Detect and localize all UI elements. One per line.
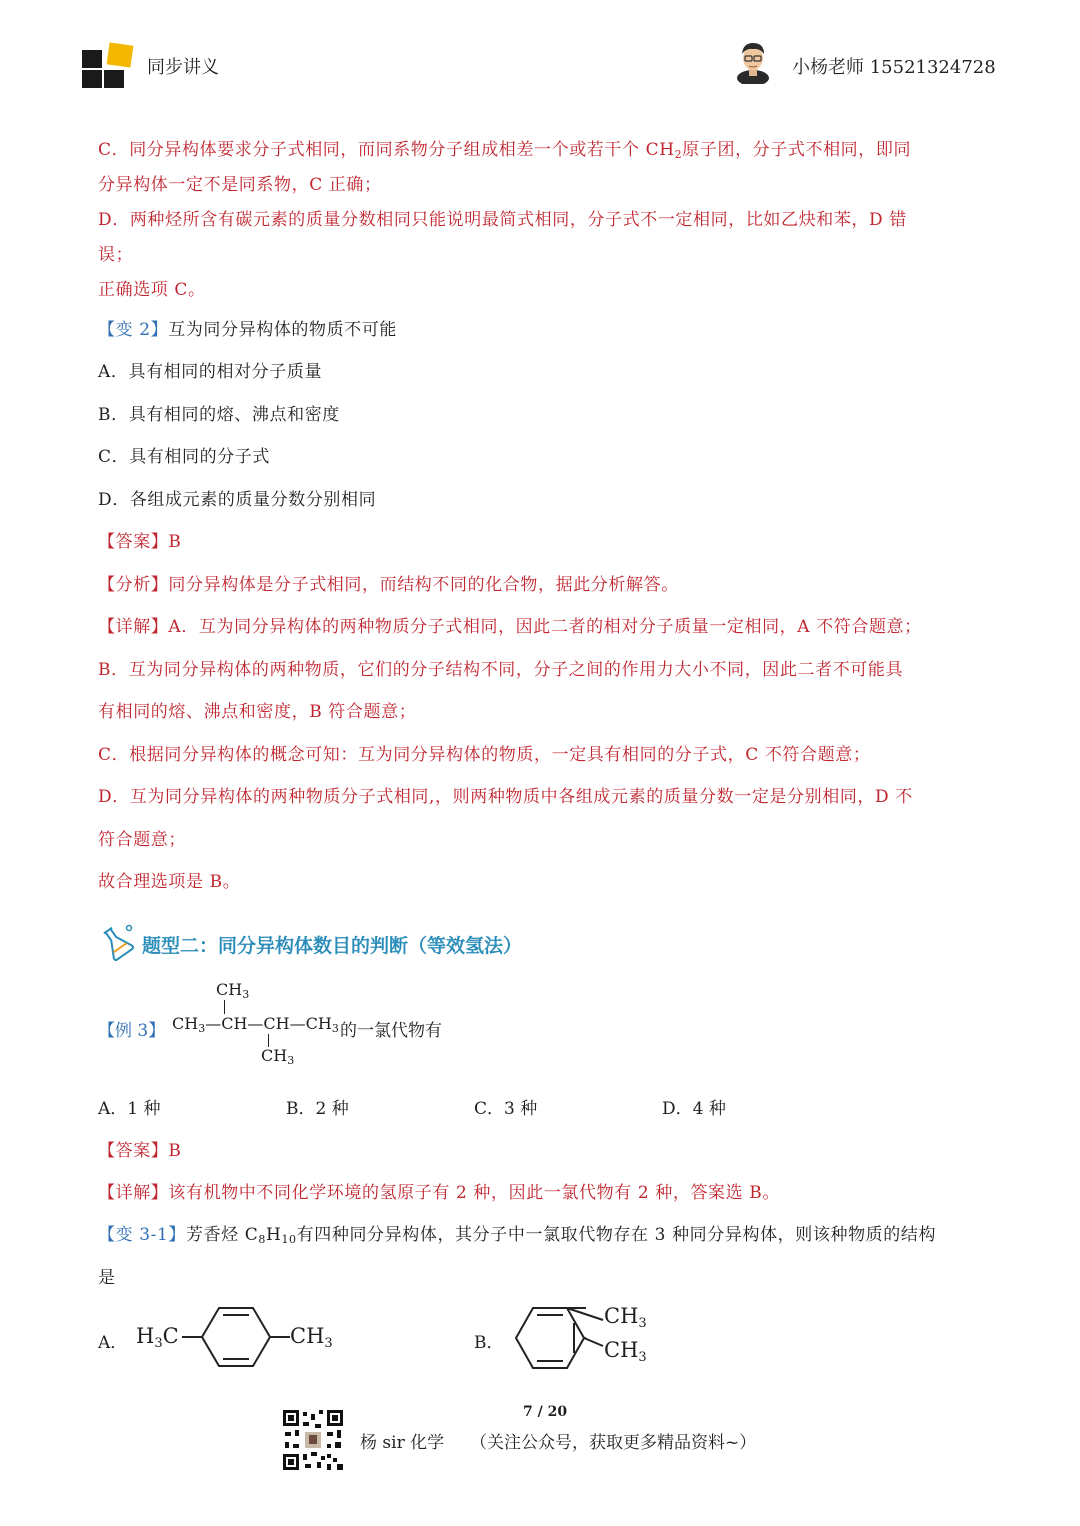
header-title: 同步讲义 — [147, 57, 219, 78]
ch2-subscript: 2 — [674, 148, 683, 161]
variant-2-tag: 【变 2】 — [98, 320, 169, 340]
ch3-a-sub: 3 — [324, 1336, 333, 1351]
variant-3-1-option-a: A． — [98, 1333, 128, 1353]
ch3-a-ch: CH — [290, 1324, 325, 1348]
o-xylene-structure — [508, 1298, 668, 1378]
detail-a — [98, 612, 922, 637]
example-3-option-a: A．1 种 — [98, 1099, 161, 1119]
variant-2-text: 互为同分异构体的物质不可能 — [168, 320, 398, 340]
h3c-c: C — [162, 1324, 179, 1348]
detail-b-2: 有相同的熔、沸点和密度，B 符合题意； — [98, 702, 417, 722]
chain-c2: CH — [221, 1014, 248, 1033]
benzene-ring-a — [182, 1302, 292, 1372]
h3c-sub: 3 — [154, 1336, 163, 1351]
example-3-option-c: C．3 种 — [474, 1099, 538, 1119]
chain-c1: CH — [172, 1014, 199, 1033]
ch3-b1-sub: 3 — [638, 1316, 647, 1331]
flask-icon — [96, 922, 136, 962]
detail-conclusion: 故合理选项是 B。 — [98, 872, 241, 892]
header-author: 小杨老师 15521324728 — [792, 57, 996, 78]
example-3-detail — [98, 1178, 780, 1203]
p-xylene-structure — [136, 1302, 356, 1372]
detail-d-1: D．互为同分异构体的两种物质分子式相同,，则两种物质中各组成元素的质量分数一定是分别相同，D 不 — [98, 787, 913, 807]
analysis-line — [98, 570, 679, 595]
ch3-label-b2 — [604, 1338, 647, 1365]
c8h10-c: 芳香烃 C — [185, 1225, 259, 1245]
variant-2-option-c: C．具有相同的分子式 — [98, 447, 271, 467]
top-methyl-ch: CH — [216, 980, 243, 999]
line-3: D．两种烃所含有碳元素的质量分数相同只能说明最简式相同，分子式不一定相同，比如乙炔和苯，D 错 — [98, 210, 907, 230]
bottom-methyl-ch: CH — [261, 1046, 288, 1065]
section-2-title: 题型二：同分异构体数目的判断（等效氢法） — [142, 935, 523, 957]
detail-c: C．根据同分异构体的概念可知：互为同分异构体的物质，一定具有相同的分子式，C 不符合题意； — [98, 745, 871, 765]
ch2-formula: CH — [645, 140, 675, 160]
answer-value: B — [168, 532, 182, 552]
variant-2-question — [98, 315, 397, 340]
detail-d-2: 符合题意； — [98, 830, 186, 850]
example-3-structure — [168, 978, 368, 1070]
footer-brand: 杨 sir 化学 — [360, 1433, 445, 1453]
variant-3-1-question — [98, 1220, 936, 1246]
bottom-methyl-sub: 3 — [287, 1054, 295, 1067]
variant-3-1-option-b: B． — [474, 1333, 504, 1353]
bottom-methyl — [261, 1046, 294, 1067]
example-3-detail-tag: 【详解】 — [98, 1183, 169, 1203]
chain-c3: CH — [263, 1014, 290, 1033]
benzene-ring-b — [508, 1298, 618, 1378]
detail-tag: 【详解】 — [98, 617, 169, 637]
ch3-label-b1 — [604, 1304, 647, 1331]
c8h10-h: H — [266, 1225, 282, 1245]
example-3-suffix: 的一氯代物有 — [340, 1021, 442, 1041]
example-3-tag: 【例 3】 — [98, 1021, 166, 1041]
variant-3-1-tag: 【变 3-1】 — [98, 1225, 186, 1245]
chain-c1-sub: 3 — [198, 1022, 206, 1035]
example-3-detail-text: 该有机物中不同化学环境的氢原子有 2 种，因此一氯代物有 2 种，答案选 B。 — [168, 1183, 780, 1203]
line-2: 分异构体一定不是同系物，C 正确； — [98, 175, 382, 195]
top-bond — [224, 1000, 225, 1014]
logo-icon — [80, 42, 136, 90]
variant-3-1-question-end: 是 — [98, 1268, 116, 1288]
detail-b-1: B．互为同分异构体的两种物质，它们的分子结构不同，分子之间的作用力大小不同，因此二者不可能具 — [98, 660, 904, 680]
example-3-answer-value: B — [168, 1141, 182, 1161]
variant-2-option-a: A．具有相同的相对分子质量 — [98, 362, 323, 382]
answer-line — [98, 527, 182, 552]
ch3-b1-ch: CH — [604, 1304, 639, 1328]
analysis-text: 同分异构体是分子式相同，而结构不同的化合物，据此分析解答。 — [168, 575, 679, 595]
line-4: 误； — [98, 245, 134, 265]
avatar — [733, 38, 773, 84]
top-methyl-sub: 3 — [242, 988, 250, 1001]
chain-c4: CH — [305, 1014, 332, 1033]
variant-2-option-b: B．具有相同的熔、沸点和密度 — [98, 405, 340, 425]
line-1-end: 原子团，分子式不相同，即同 — [682, 140, 912, 160]
h3c-h: H — [136, 1324, 155, 1348]
chain-c4-sub: 3 — [331, 1022, 339, 1035]
detail-a-text: A．互为同分异构体的两种物质分子式相同，因此二者的相对分子质量一定相同，A 不符合题意； — [168, 617, 922, 637]
example-3-option-d: D．4 种 — [662, 1099, 726, 1119]
page-number: 7 / 20 — [523, 1404, 568, 1420]
ch3-label-a — [290, 1324, 333, 1351]
line-1 — [98, 135, 911, 161]
footer-note: （关注公众号，获取更多精品资料~） — [470, 1433, 757, 1453]
main-chain: $CH_3—CH—CH—CH_3$ — [172, 1014, 339, 1035]
c8h10-sub-10: 10 — [281, 1233, 297, 1246]
example-3-answer — [98, 1136, 182, 1161]
variant-3-1-text: 有四种同分异构体，其分子中一氯取代物存在 3 种同分异构体，则该种物质的结构 — [296, 1225, 937, 1245]
top-methyl — [216, 980, 249, 1001]
analysis-tag: 【分析】 — [98, 575, 169, 595]
answer-tag: 【答案】 — [98, 532, 169, 552]
variant-2-option-d: D．各组成元素的质量分数分别相同 — [98, 490, 377, 510]
example-3-answer-tag: 【答案】 — [98, 1141, 169, 1161]
ch3-b2-sub: 3 — [638, 1350, 647, 1365]
example-3-option-b: B．2 种 — [286, 1099, 349, 1119]
c8h10-sub-8: 8 — [258, 1233, 267, 1246]
h3c-label — [136, 1324, 179, 1351]
ch3-b2-ch: CH — [604, 1338, 639, 1362]
qr-code — [281, 1408, 345, 1472]
line-5: 正确选项 C。 — [98, 280, 206, 300]
line-1-text: C．同分异构体要求分子式相同，而同系物分子组成相差一个或若干个 — [98, 140, 640, 160]
